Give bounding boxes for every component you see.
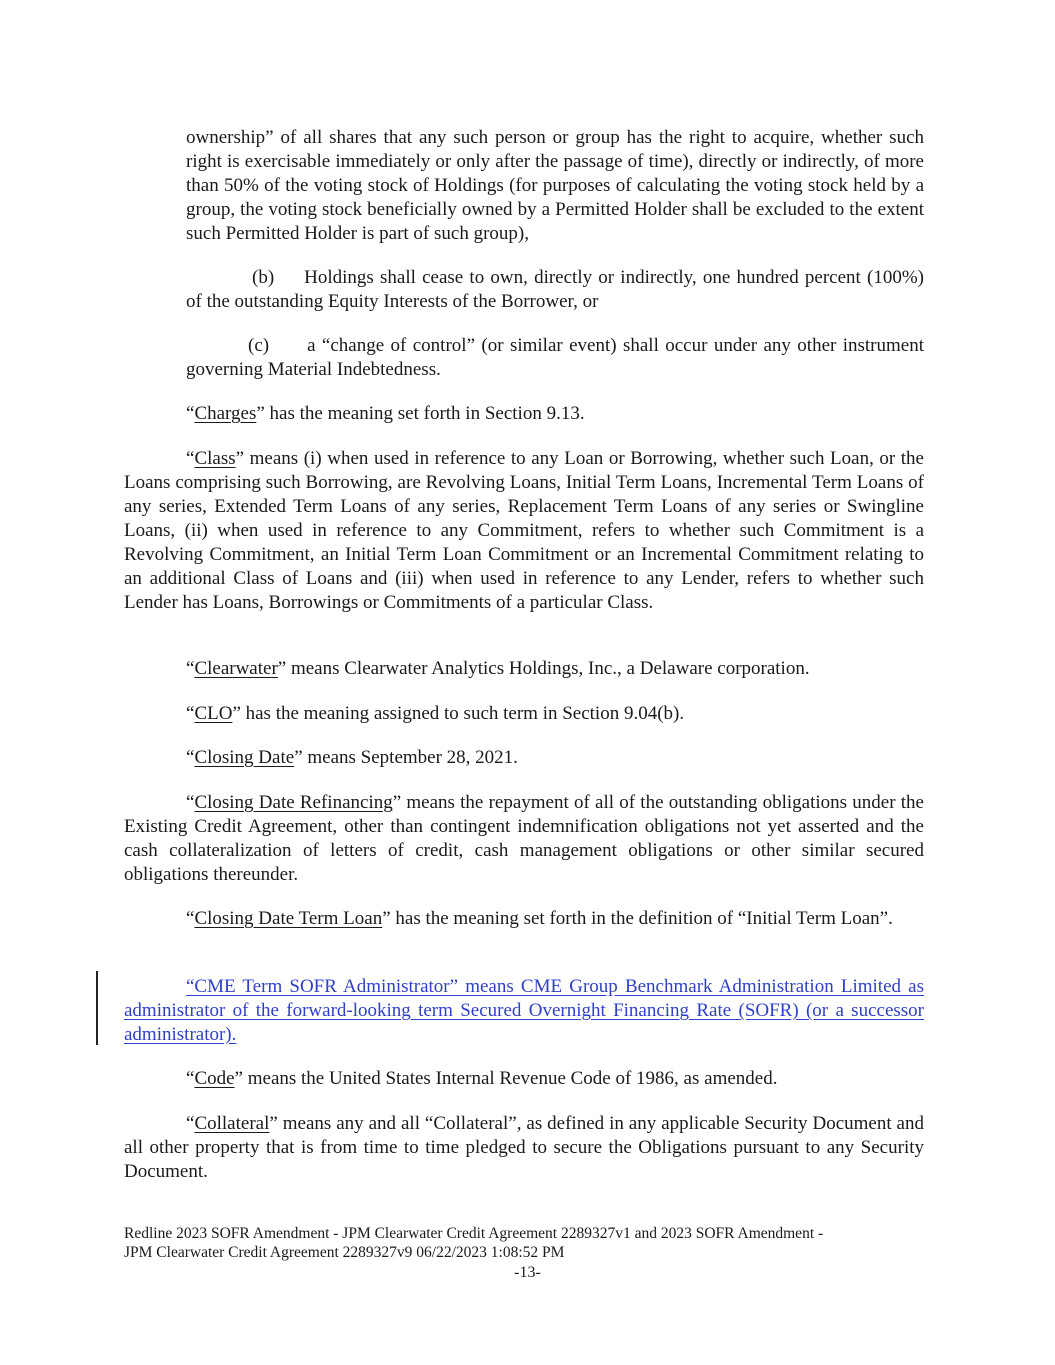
defined-term: Clearwater [194, 658, 278, 679]
defined-term: Closing Date [194, 747, 295, 768]
footer [124, 1224, 924, 1262]
definition-closing-date: “Closing Date” means September 28, 2021. [186, 747, 518, 768]
definition-clo: “CLO” has the meaning assigned to such term in Section 9.04(b). [186, 703, 685, 724]
defined-term: Closing Date Term Loan [194, 908, 383, 929]
clause-c-marker: (c) [248, 335, 270, 356]
change-bar [96, 971, 98, 1045]
definition-charges: “Charges” has the meaning set forth in Section 9.13. [186, 403, 585, 424]
clause-b [186, 266, 924, 314]
clause-b-marker: (b) [252, 267, 275, 288]
clause-b-text: Holdings shall cease to own, directly or indirectly, one hundred percent (100%) of the outstanding Equity Interests of the Borrower, or [186, 267, 924, 312]
definition-closing-date-refinancing: “Closing Date Refinancing” means the repayment of all of the outstanding obligations under the Existing Credit Agreement, other than contingent indemnification obligations not yet asserted and the cash collateralization of letters of credit, cash management obligations or other similar secured obligations thereunder. [124, 792, 924, 885]
clause-c [186, 334, 924, 382]
definition-clearwater: “Clearwater” means Clearwater Analytics Holdings, Inc., a Delaware corporation. [186, 658, 810, 679]
definition-class: “Class” means (i) when used in reference to any Loan or Borrowing, whether such Loan, or the Loans comprising such Borrowing, are Revolving Loans, Initial Term Loans, Incremental Term Loans of any series, Extended Term Loans of any series, Replacement Term Loans of any series or Swingline Loans, (ii) when used in reference to any Commitment, refers to whether such Commitment is a Revolving Commitment, an Initial Term Loan Commitment or an Incremental Commitment relating to an additional Class of Loans and (iii) when used in reference to any Lender, refers to whether such Lender has Loans, Borrowings or Commitments of a particular Class. [124, 448, 924, 613]
definition-cme-term-sofr-administrator-inserted [124, 975, 924, 1047]
defined-term: CLO [194, 703, 233, 724]
page-number: -13- [514, 1264, 541, 1281]
footer-line-1: Redline 2023 SOFR Amendment - JPM Clearwater Credit Agreement 2289327v1 and 2023 SOFR Amendment - [124, 1225, 824, 1242]
defined-term: Collateral [194, 1113, 270, 1134]
ownership-paragraph: ownership” of all shares that any such person or group has the right to acquire, whether such right is exercisable immediately or only after the passage of time), directly or indirectly, of more than 50% of the voting stock of Holdings (for purposes of calculating the voting stock held by a group, the voting stock beneficially owned by a Permitted Holder shall be excluded to the extent such Permitted Holder is part of such group), [186, 127, 924, 244]
footer-line-2: JPM Clearwater Credit Agreement 2289327v9 06/22/2023 1:08:52 PM [124, 1244, 565, 1261]
defined-term: Class [194, 448, 236, 469]
inserted-text: “CME Term SOFR Administrator” means CME Group Benchmark Administration Limited as administrator of the forward-looking term Secured Overnight Financing Rate (SOFR) (or a successor administrator). [124, 976, 924, 1045]
defined-term: Charges [194, 403, 257, 424]
defined-term: Closing Date Refinancing [194, 792, 393, 813]
clause-c-text: a “change of control” (or similar event) shall occur under any other instrument governing Material Indebtedness. [186, 335, 924, 380]
defined-term: Code [194, 1068, 235, 1089]
definition-closing-date-term-loan: “Closing Date Term Loan” has the meaning set forth in the definition of “Initial Term Loan”. [186, 908, 893, 929]
definition-collateral: “Collateral” means any and all “Collateral”, as defined in any applicable Security Document and all other property that is from time to time pledged to secure the Obligations pursuant to any Security Document. [124, 1113, 924, 1182]
definition-code: “Code” means the United States Internal Revenue Code of 1986, as amended. [186, 1068, 778, 1089]
